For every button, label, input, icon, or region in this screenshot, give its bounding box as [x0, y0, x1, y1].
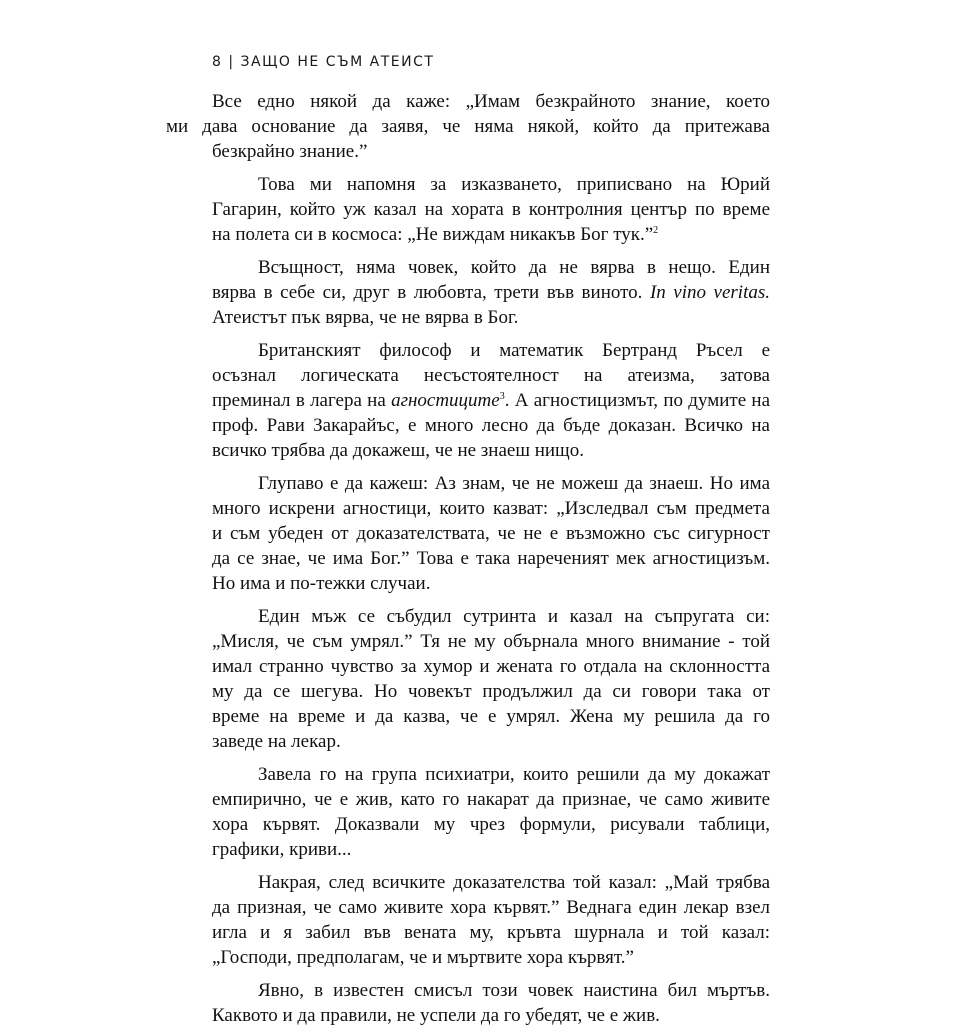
- text-line: проф. Рави Закарайъс, е много лесно да бъде доказан. Всичко на: [212, 415, 770, 436]
- text-line: Британският философ и математик Бертранд Ръсел е: [258, 340, 770, 361]
- running-head: [212, 54, 434, 70]
- paragraph: [212, 870, 770, 970]
- text-line: игла и я забил във вената му, кръвта шурнала и той казал:: [212, 922, 770, 943]
- text-line: и съм убеден от доказателствата, че не е възможно със сигурност: [212, 523, 770, 544]
- text-line: хора кървят. Доказвали му чрез формули, рисували таблици,: [212, 814, 770, 835]
- text-line: Глупаво е да кажеш: Аз знам, че не можеш да знаеш. Но има: [258, 473, 770, 494]
- text-line: имал странно чувство за хумор и жената го отдала на склонността: [212, 656, 770, 677]
- text-line: Накрая, след всичките доказателства той казал: „Май трябва: [258, 872, 770, 893]
- text-line: Но има и по-тежки случаи.: [212, 573, 431, 594]
- italic-term: агностиците: [391, 390, 500, 411]
- text-line: [166, 222, 770, 247]
- paragraph: [212, 338, 770, 463]
- text-line: Това ми напомня за изказването, приписвано на Юрий: [258, 174, 770, 195]
- text-line: заведе на лекар.: [212, 731, 341, 752]
- text-line-content: на полета си в космоса: „Не виждам никакъв Бог тук.”: [212, 224, 654, 245]
- text-line: [166, 280, 770, 305]
- text-line: Гагарин, който уж казал на хората в контролния център по време: [212, 199, 770, 220]
- text-line: Явно, в известен смисъл този човек наистина бил мъртъв.: [258, 980, 770, 1001]
- text-line: време на време и да казва, че е умрял. Жена му решила да го: [212, 706, 770, 727]
- text-line: всичко трябва да докажеш, че не знаеш нищо.: [212, 440, 584, 461]
- text-line-content: преминал в лагера на: [212, 390, 386, 411]
- footnote-marker: 2: [653, 225, 659, 236]
- text-line: „Мисля, че съм умрял.” Тя не му обърнала много внимание - той: [212, 631, 770, 652]
- text-line: Атеистът пък вярва, че не вярва в Бог.: [212, 307, 519, 328]
- text-line: емпирично, че е жив, като го накарат да признае, че само живите: [212, 789, 770, 810]
- text-line: „Господи, предполагам, че и мъртвите хора кървят.”: [212, 947, 634, 968]
- paragraph: [212, 604, 770, 754]
- footnote-marker: 3: [499, 391, 505, 402]
- text-line: ми дава основание да заявя, че няма някой, който да притежава: [166, 116, 770, 137]
- paragraph: [212, 762, 770, 862]
- paragraph: [212, 978, 770, 1028]
- text-line-content: вярва в себе си, друг в любовта, трети във виното.: [212, 282, 643, 303]
- text-line: [166, 388, 770, 413]
- text-line: графики, криви...: [212, 839, 352, 860]
- paragraph: [212, 255, 770, 330]
- text-line: да се знае, че има Бог.” Това е така нареченият мек агностицизъм.: [212, 548, 770, 569]
- text-line: Все едно някой да каже: „Имам безкрайното знание, което: [212, 91, 770, 112]
- text-line: осъзнал логическата несъстоятелност на атеизма, затова: [212, 365, 770, 386]
- chapter-title: ЗАЩО НЕ СЪМ АТЕИСТ: [240, 54, 435, 70]
- paragraph: [212, 471, 770, 596]
- latin-phrase: In vino veritas.: [649, 282, 770, 303]
- text-line: Каквото и да правили, не успели да го убедят, че е жив.: [212, 1005, 660, 1026]
- text-line: Всъщност, няма човек, който да не вярва в нещо. Един: [258, 257, 770, 278]
- page-number: 8: [212, 54, 223, 70]
- text-line: да призная, че само живите хора кървят.” Веднага един лекар взел: [212, 897, 770, 918]
- header-separator: |: [228, 54, 235, 70]
- text-line: безкрайно знание.”: [212, 141, 368, 162]
- paragraph: [166, 89, 770, 164]
- text-line: Един мъж се събудил сутринта и казал на съпругата си:: [258, 606, 770, 627]
- paragraph: [212, 172, 770, 247]
- text-line: Завела го на група психиатри, които решили да му докажат: [258, 764, 770, 785]
- text-line: много искрени агностици, които казват: „Изследвал съм предмета: [212, 498, 770, 519]
- text-line: му да се шегува. Но човекът продължил да си говори така от: [212, 681, 770, 702]
- body-text: [166, 89, 771, 1036]
- text-line-continuation: . А агностицизмът, по думите на: [504, 390, 771, 411]
